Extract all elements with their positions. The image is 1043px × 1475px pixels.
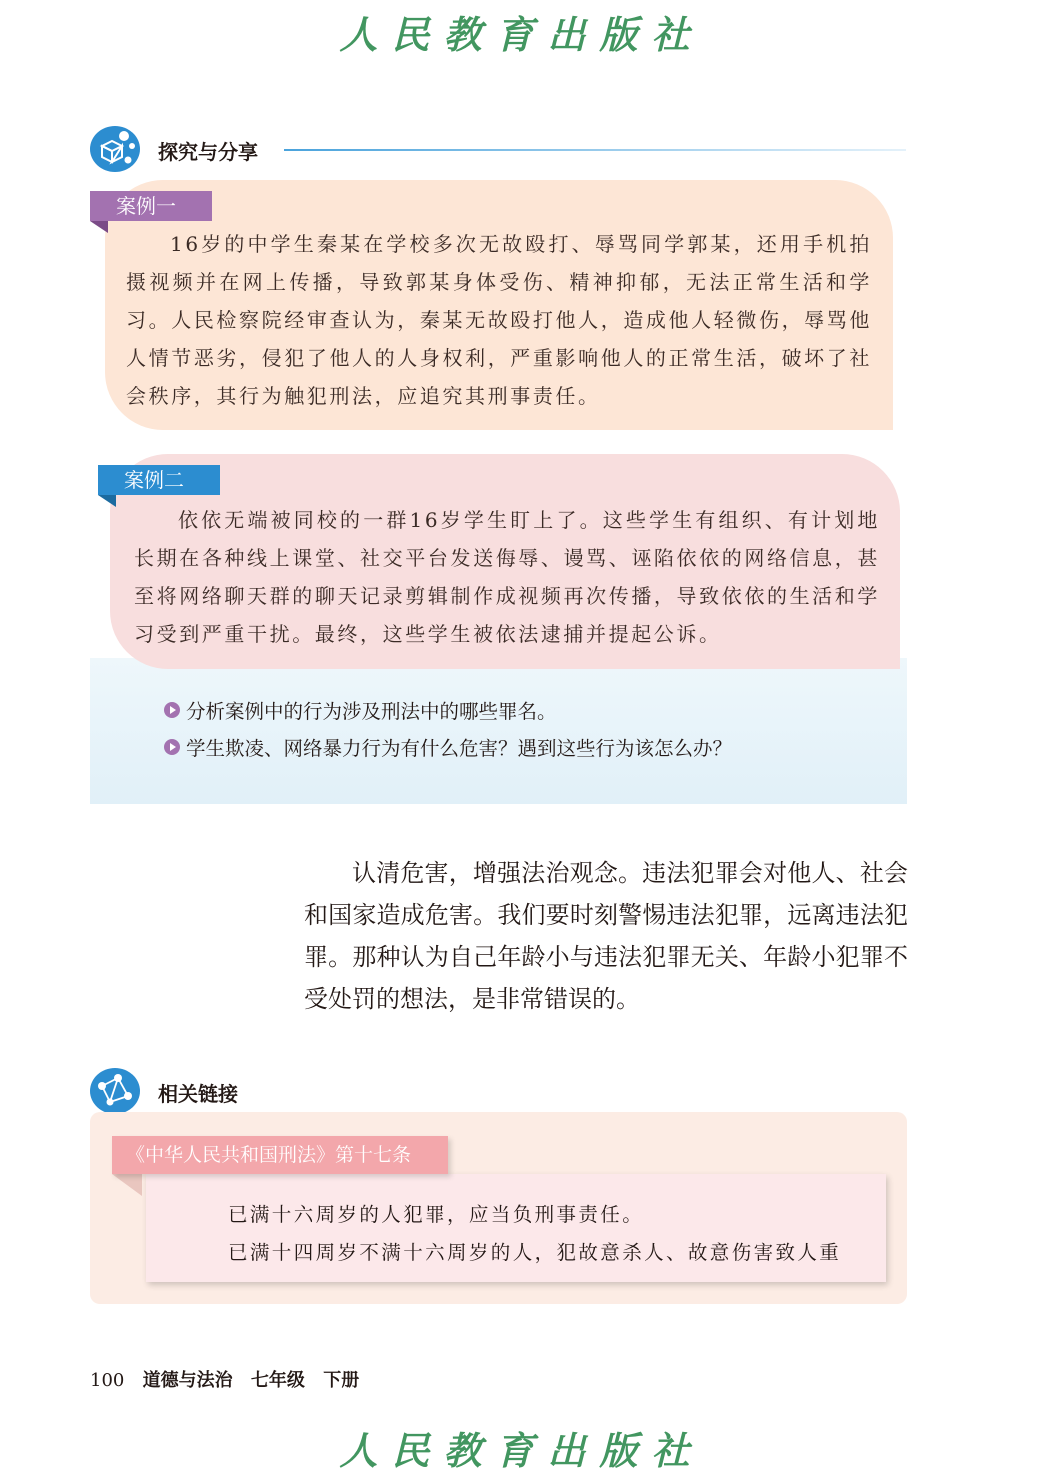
related-network-icon xyxy=(90,1068,140,1114)
explore-cube-icon xyxy=(90,126,140,172)
main-paragraph: 认清危害，增强法治观念。违法犯罪会对他人、社会和国家造成危害。我们要时刻警惕违法犯罪，远离违法犯罪。那种认为自己年龄小与违法犯罪无关、年龄小犯罪不受处罚的想法，是非常错误的。 xyxy=(304,859,908,1013)
volume: 下册 xyxy=(323,1370,360,1391)
publisher-watermark-bottom: 人民教育出版社 xyxy=(339,1428,704,1473)
case1-tag-fold xyxy=(90,221,108,233)
law-line: 已满十四周岁不满十六周岁的人，犯故意杀人、故意伤害致人重 xyxy=(228,1241,842,1264)
law-line: 已满十六周岁的人犯罪，应当负刑事责任。 xyxy=(228,1203,645,1226)
case2-text: 依依无端被同校的一群16岁学生盯上了。这些学生有组织、有计划地长期在各种线上课堂、社交平台发送侮辱、谩骂、诬陷依依的网络信息，甚至将网络聊天群的聊天记录剪辑制作成视频再次传播，导致依依的生活和学习受到严重干扰。最终，这些学生被依法逮捕并提起公诉。 xyxy=(134,508,880,646)
case2-tag-fold xyxy=(98,495,116,507)
page-number: 100 xyxy=(90,1370,125,1391)
explore-section-title: 探究与分享 xyxy=(158,140,258,164)
subject: 道德与法治 xyxy=(142,1370,233,1391)
play-bullet-icon xyxy=(164,739,180,755)
grade: 七年级 xyxy=(250,1370,305,1391)
question-text: 学生欺凌、网络暴力行为有什么危害？遇到这些行为该怎么办？ xyxy=(186,737,733,760)
case1-text: 16岁的中学生秦某在学校多次无故殴打、辱骂同学郭某，还用手机拍摄视频并在网上传播，导致郭某身体受伤、精神抑郁，无法正常生活和学习。人民检察院经审查认为，秦某无故殴打他人，造成他人轻微伤，辱骂他人情节恶劣，侵犯了他人的人身权利，严重影响他人的正常生活，破坏了社会秩序，其行为触犯刑法，应追究其刑事责任。 xyxy=(126,232,872,408)
page-footer xyxy=(90,1366,371,1392)
section-divider xyxy=(284,149,906,151)
case1-tag: 案例一 xyxy=(90,191,212,221)
related-section-title: 相关链接 xyxy=(158,1082,238,1106)
law-tag-fold xyxy=(112,1174,142,1196)
publisher-watermark-top: 人民教育出版社 xyxy=(339,12,704,57)
case2-tag: 案例二 xyxy=(98,465,220,495)
question-text: 分析案例中的行为涉及刑法中的哪些罪名。 xyxy=(186,700,557,723)
law-title-tag: 《中华人民共和国刑法》第十七条 xyxy=(112,1136,448,1174)
law-text xyxy=(228,1196,878,1272)
question-item xyxy=(164,733,732,761)
questions-box xyxy=(90,658,907,804)
question-item xyxy=(164,696,557,724)
play-bullet-icon xyxy=(164,702,180,718)
